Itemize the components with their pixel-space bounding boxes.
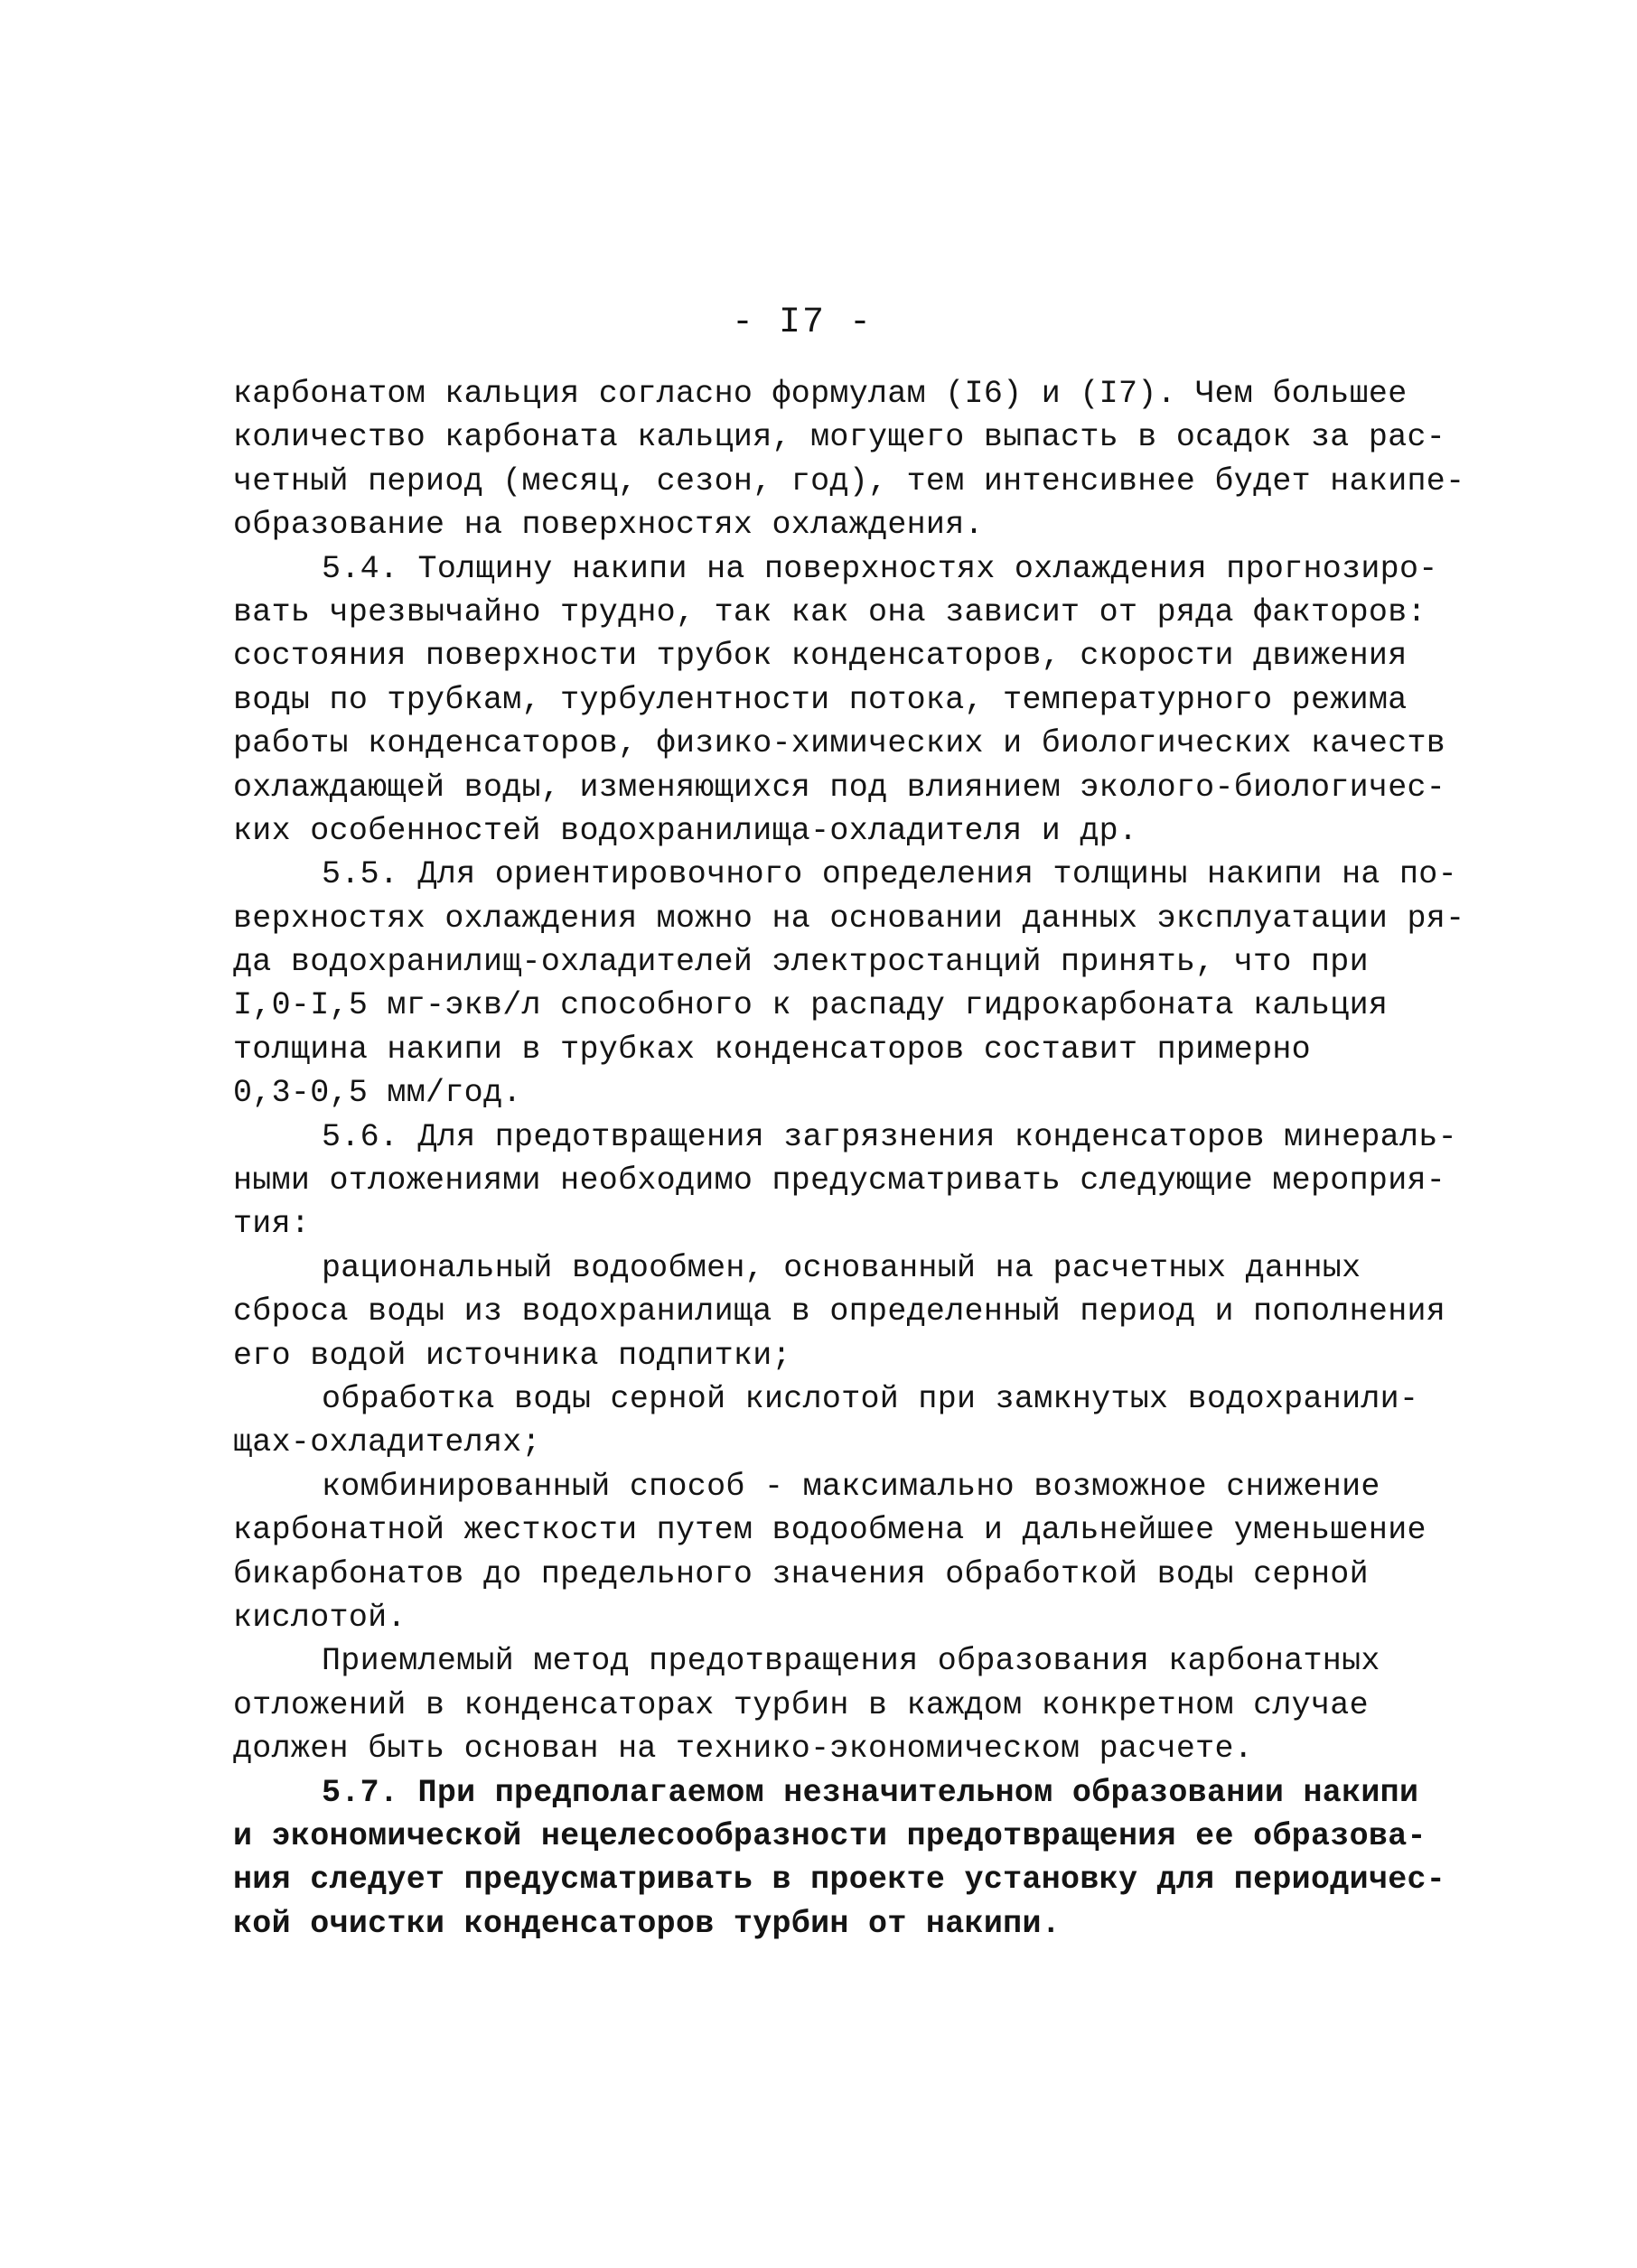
text-line: ния следует предусматривать в проекте установку для периодичес- bbox=[233, 1862, 1446, 1899]
text-line: количество карбоната кальция, могущего выпасть в осадок за рас- bbox=[233, 419, 1446, 456]
text-line: I,0-I,5 мг-экв/л способного к распаду гидрокарбоната кальция bbox=[233, 987, 1389, 1024]
text-line: толщина накипи в трубках конденсаторов составит примерно bbox=[233, 1031, 1311, 1068]
text-line: охлаждающей воды, изменяющихся под влиянием эколого-биологичес- bbox=[233, 769, 1446, 806]
text-line: должен быть основан на технико-экономическом расчете. bbox=[233, 1731, 1254, 1768]
text-line: ными отложениями необходимо предусматривать следующие мероприя- bbox=[233, 1162, 1446, 1199]
text-line: бикарбонатов до предельного значения обработкой воды серной bbox=[233, 1555, 1369, 1592]
text-line: карбонатной жесткости путем водообмена и дальнейшее уменьшение bbox=[233, 1512, 1427, 1549]
body-text bbox=[233, 372, 1465, 1946]
text-line: воды по трубкам, турбулентности потока, температурного режима bbox=[233, 681, 1408, 718]
text-line: обработка воды серной кислотой при замкнутых водохранили- bbox=[322, 1380, 1419, 1417]
text-line: щах-охладителях; bbox=[233, 1424, 541, 1461]
text-line: 5.6. Для предотвращения загрязнения конденсаторов минераль- bbox=[322, 1118, 1457, 1155]
text-line: тия: bbox=[233, 1206, 311, 1243]
text-line: 5.4. Толщину накипи на поверхностях охлаждения прогнозиро- bbox=[322, 550, 1438, 587]
text-line: да водохранилищ-охладителей электростанций принять, что при bbox=[233, 944, 1369, 981]
text-line: кой очистки конденсаторов турбин от накипи. bbox=[233, 1905, 1062, 1942]
text-line: вать чрезвычайно трудно, так как она зависит от ряда факторов: bbox=[233, 593, 1427, 630]
page-number: - I7 - bbox=[732, 303, 874, 343]
text-line: 5.5. Для ориентировочного определения толщины накипи на по- bbox=[322, 856, 1457, 893]
text-line: отложений в конденсаторах турбин в каждом конкретном случае bbox=[233, 1686, 1369, 1723]
text-line: ких особенностей водохранилища-охладителя и др. bbox=[233, 812, 1138, 849]
text-line: кислотой. bbox=[233, 1599, 407, 1636]
text-line: и экономической нецелесообразности предотвращения ее образова- bbox=[233, 1817, 1427, 1854]
text-line: сброса воды из водохранилища в определенный период и пополнения bbox=[233, 1293, 1446, 1330]
text-line: его водой источника подпитки; bbox=[233, 1337, 791, 1374]
text-line: Приемлемый метод предотвращения образования карбонатных bbox=[322, 1643, 1380, 1680]
text-line: верхностях охлаждения можно на основании данных эксплуатации ря- bbox=[233, 900, 1465, 937]
text-line: рациональный водообмен, основанный на расчетных данных bbox=[322, 1249, 1361, 1286]
text-line: состояния поверхности трубок конденсаторов, скорости движения bbox=[233, 638, 1408, 675]
text-line: 5.7. При предполагаемом незначительном образовании накипи bbox=[322, 1774, 1419, 1811]
text-line: 0,3-0,5 мм/год. bbox=[233, 1075, 522, 1112]
text-line: четный период (месяц, сезон, год), тем интенсивнее будет накипе- bbox=[233, 462, 1465, 499]
text-line: комбинированный способ - максимально возможное снижение bbox=[322, 1468, 1380, 1505]
text-line: карбонатом кальция согласно формулам (I6) и (I7). Чем большее bbox=[233, 376, 1408, 412]
text-line: образование на поверхностях охлаждения. bbox=[233, 507, 984, 544]
text-line: работы конденсаторов, физико-химических и биологических качеств bbox=[233, 725, 1446, 762]
